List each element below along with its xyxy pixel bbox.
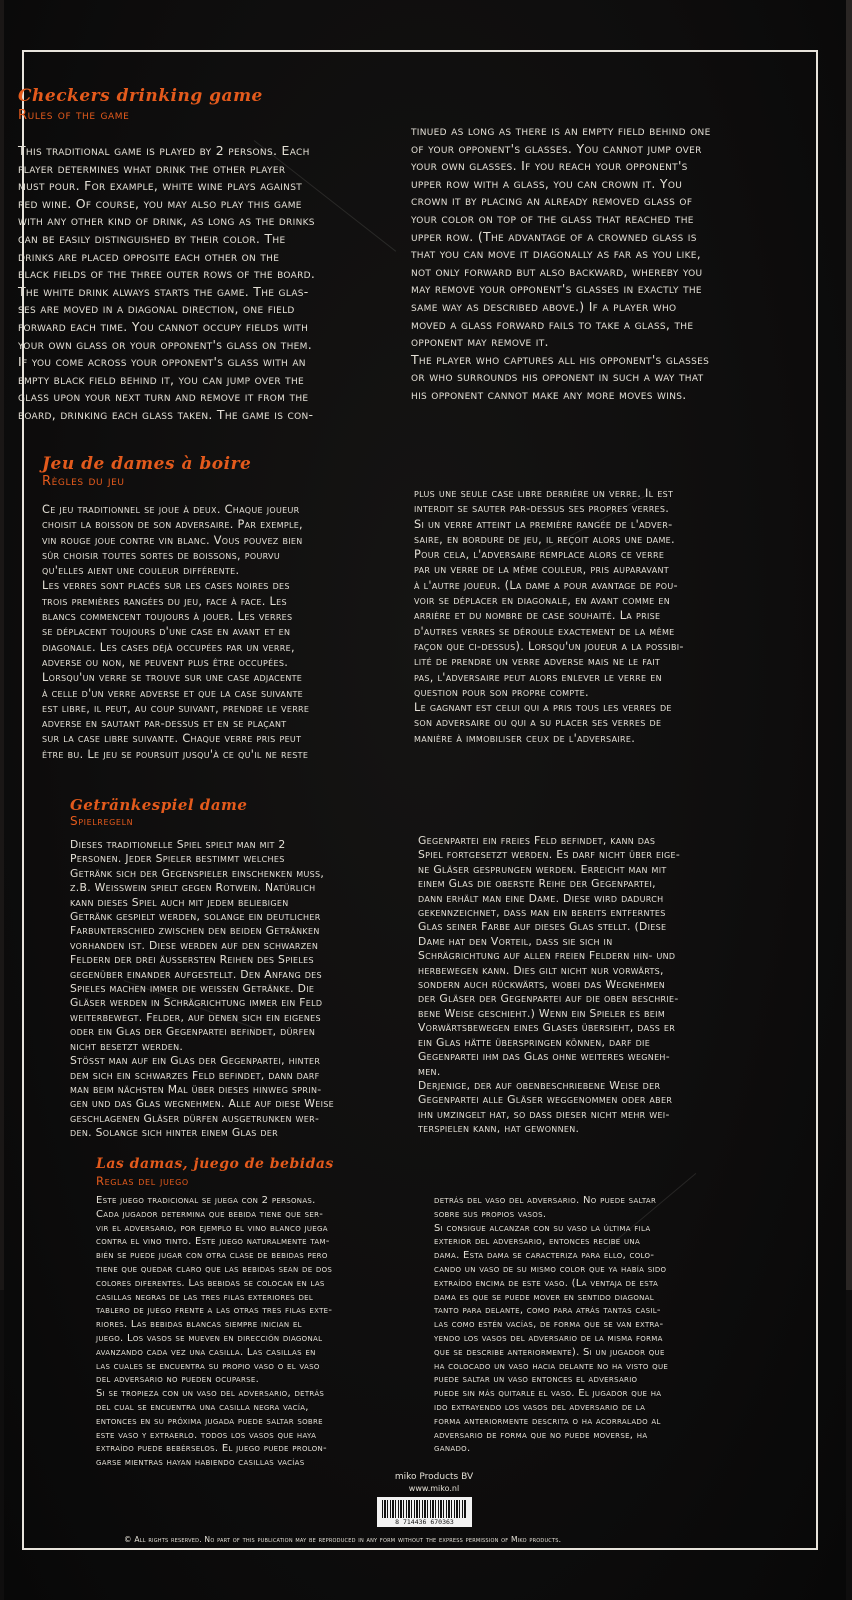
rules-text-en-left: This traditional game is played by 2 persons. Each player determines what drink the other player must pour. For example, white wine plays against red wine. Of course, you may also play this game with any other kind of drink, as long as the drinks can be easily distinguished by their color. The drinks are placed opposite each other on the black fields of the three outer rows of the board. The white drink always starts the game. The glas- ses are moved in a diagonal direction, one field forward each time. You cannot occupy fields with your own glass or your opponent's glass on them. If you come across your opponent's glass with an empty black field behind it, you can jump over the glass upon your next turn and remove it from the board, drinking each glass taken. The game is con- xyxy=(18,143,316,422)
section-subtitle-en: Rules of the game xyxy=(18,108,130,123)
copyright-notice: © All rights reserved. No part of this publication may be reproduced in any form without the express permission of Miko products. xyxy=(124,1535,562,1544)
rules-text-de-left: Dieses traditionelle Spiel spielt man mit 2 Personen. Jeder Spieler bestimmt welches Getränk sich der Gegenspieler einschenken muss, z.B. Weisswein spielt gegen Rotwein. Natürlich kann dieses Spiel auch mit jedem beliebigen Getränk gespielt werden, solange ein deutlicher Farbunterschied zwischen den beiden Getränken vorhanden ist. Diese werden auf den schwarzen Feldern der drei äussersten Reihen des Spieles gegenüber einander aufgestellt. Den Anfang des Spieles machen immer die weissen Getränke. Die Gläser werden in Schrägrichtung immer ein Feld weiterbewegt. Felder, auf denen sich ein eigenes oder ein Glas der Gegenpartei befindet, dürfen nicht besetzt werden. Stösst man auf ein Glas der Gegenpartei, hinter dem sich ein schwarzes Feld befindet, dann darf man beim nächsten Mal über dieses hinweg sprin- gen und das Glas wegnehmen. Alle auf diese Weise geschlagenen Gläser dürfen ausgetrunken wer- den. Solange sich hinter einem Glas der xyxy=(70,838,335,1140)
rules-text-de-right: Gegenpartei ein freies Feld befindet, kann das Spiel fortgesetzt werden. Es darf nicht über eige- ne Gläser gesprungen werden. Erreicht man mit einem Glas die oberste Reihe der Gegenpartei, dann erhält man eine Dame. Diese wird dadurch gekennzeichnet, dass man ein bereits entferntes Glas seiner Farbe auf dieses Glas stellt. (Diese Dame hat den Vorteil, dass sie sich in Schrägrichtung auf allen freien Feldern hin- und herbewegen kann. Dies gilt nicht nur vorwärts, sondern auch rückwärts, wobei das Wegnehmen der Gläser der Gegenpartei auf die oben beschrie- bene Weise geschieht.) Wenn ein Spieler es beim Vorwärtsbewegen eines Glases übersieht, dass er ein Glas hätte überspringen können, darf die Gegenpartei ihm das Glas ohne weiteres wegneh- men. Derjenige, der auf obenbeschriebene Weise der Gegenpartei alle Gläser weggenommen oder aber ihn umzingelt hat, so dass dieser nicht mehr wei- terspielen kann, hat gewonnen. xyxy=(418,834,681,1136)
section-title-de: Getränkespiel dame xyxy=(70,796,248,814)
rules-text-es-right: detrás del vaso del adversario. No puede saltar sobre sus propios vasos. Si consigue alcanzar con su vaso la última fila exterior del adversario, entonces recibe una dama. Esta dama se caracteriza para ello, colo- cando un vaso de su mismo color que ya había sido extraído encima de este vaso. (La ventaja de esta dama es que se puede mover en sentido diagonal tanto para delante, como para atrás tantas casil- las como estén vacías, de forma que se van extra- yendo los vasos del adversario de la misma forma que se describe anteriormente). Si un jugador que ha colocado un vaso hacia delante no ha visto que puede saltar un vaso entonces el adversario puede sin más quitarle el vaso. El jugador que ha ido extrayendo los vasos del adversario de la forma anteriormente descrita o ha acorralado al adversario de forma que no puede moverse, ha ganado. xyxy=(434,1195,669,1455)
section-title-fr: Jeu de dames à boire xyxy=(42,454,252,474)
section-title-en: Checkers drinking game xyxy=(18,86,263,106)
barcode-number: 8 714436 670363 xyxy=(395,1518,454,1526)
section-subtitle-de: Spielregeln xyxy=(70,814,134,828)
rules-text-fr-left: Ce jeu traditionnel se joue à deux. Chaque joueur choisit la boisson de son adversaire. Par exemple, vin rouge joue contre vin blanc. Vous pouvez bien sûr choisir toutes sortes de boissons, pourvu qu'elles aient une couleur différente. Les verres sont placés sur les cases noires des trois premières rangées du jeu, face à face. Les blancs commencent toujours à jouer. Les verres se déplacent toujours d'une case en avant et en diagonale. Les cases déjà occupées par un verre, adverse ou non, ne peuvent plus être occupées. Lorsqu'un verre se trouve sur une case adjacente à celle d'un verre adverse et que la case suivante est libre, il peut, au coup suivant, prendre le verre adverse en sautant par-dessus et en se plaçant sur la case libre suivante. Chaque verre pris peut être bu. Le jeu se poursuit jusqu'à ce qu'il ne reste xyxy=(42,503,310,761)
section-subtitle-fr: Règles du jeu xyxy=(42,474,125,489)
rules-text-es-left: Este juego tradicional se juega con 2 personas. Cada jugador determina que bebida tiene que ser- vir el adversario, por ejemplo el vino blanco juega contra el vino tinto. Este juego naturalmente tam- bién se puede jugar con otra clase de bebidas pero tiene que quedar claro que las bebidas sean de dos colores diferentes. Las bebidas se colocan en las casillas negras de las tres filas exteriores del tablero de juego frente a las otras tres filas exte- riores. Las bebidas blancas siempre inician el juego. Los vasos se mueven en dirección diagonal avanzando cada vez una casilla. Las casillas en las cuales se encuentra su propio vaso o el vaso del adversario no pueden ocuparse. Si se tropieza con un vaso del adversario, detrás del cual se encuentra una casilla negra vacía, entonces en su próxima jugada puede saltar sobre este vaso y extraerlo. todos los vasos que haya extraído puede bebérselos. El juego puede prolon- garse mientras hayan habiendo casillas vacías xyxy=(96,1195,333,1469)
barcode-bars xyxy=(382,1500,467,1518)
section-title-es: Las damas, juego de bebidas xyxy=(96,1156,334,1172)
rules-text-en-right: tinued as long as there is an empty field behind one of your opponent's glasses. You cannot jump over your own glasses. If you reach your opponent's upper row with a glass, you can crown it. You crown it by placing an already removed glass of your color on top of the glass that reached the upper row. (The advantage of a crowned glass is that you can move it diagonally as far as you like, not only forward but also backward, whereby you may remove your opponent's glasses in exactly the same way as described above.) If a player who moved a glass forward fails to take a glass, the opponent may remove it. The player who captures all his opponent's glasses or who surrounds his opponent in such a way that his opponent cannot make any more moves wins. xyxy=(411,123,711,402)
game-box xyxy=(4,0,846,1600)
barcode xyxy=(377,1497,472,1527)
section-subtitle-es: Reglas del juego xyxy=(96,1174,189,1188)
rules-text-fr-right: plus une seule case libre derrière un verre. Il est interdit se sauter par-dessus ses propres verres. Si un verre atteint la première rangée de l'adver- saire, en bordure de jeu, il reçoit alors une dame. Pour cela, l'adversaire remplace alors ce verre par un verre de la même couleur, pris auparavant à l'autre joueur. (La dame a pour avantage de pou- voir se déplacer en diagonale, en avant comme en arrière et du nombre de case souhaité. La prise d'autres verres se déroule exactement de la même façon que ci-dessus). Lorsqu'un joueur a la possibi- lité de prendre un verre adverse mais ne le fait pas, l'adversaire peut alors enlever le verre en question pour son propre compte. Le gagnant est celui qui a pris tous les verres de son adversaire ou qui a su placer ses verres de manière à immobiliser ceux de l'adversaire. xyxy=(414,487,684,745)
miko-url: www.miko.nl xyxy=(408,1484,460,1493)
miko-logo: miko Products BV xyxy=(394,1472,474,1482)
